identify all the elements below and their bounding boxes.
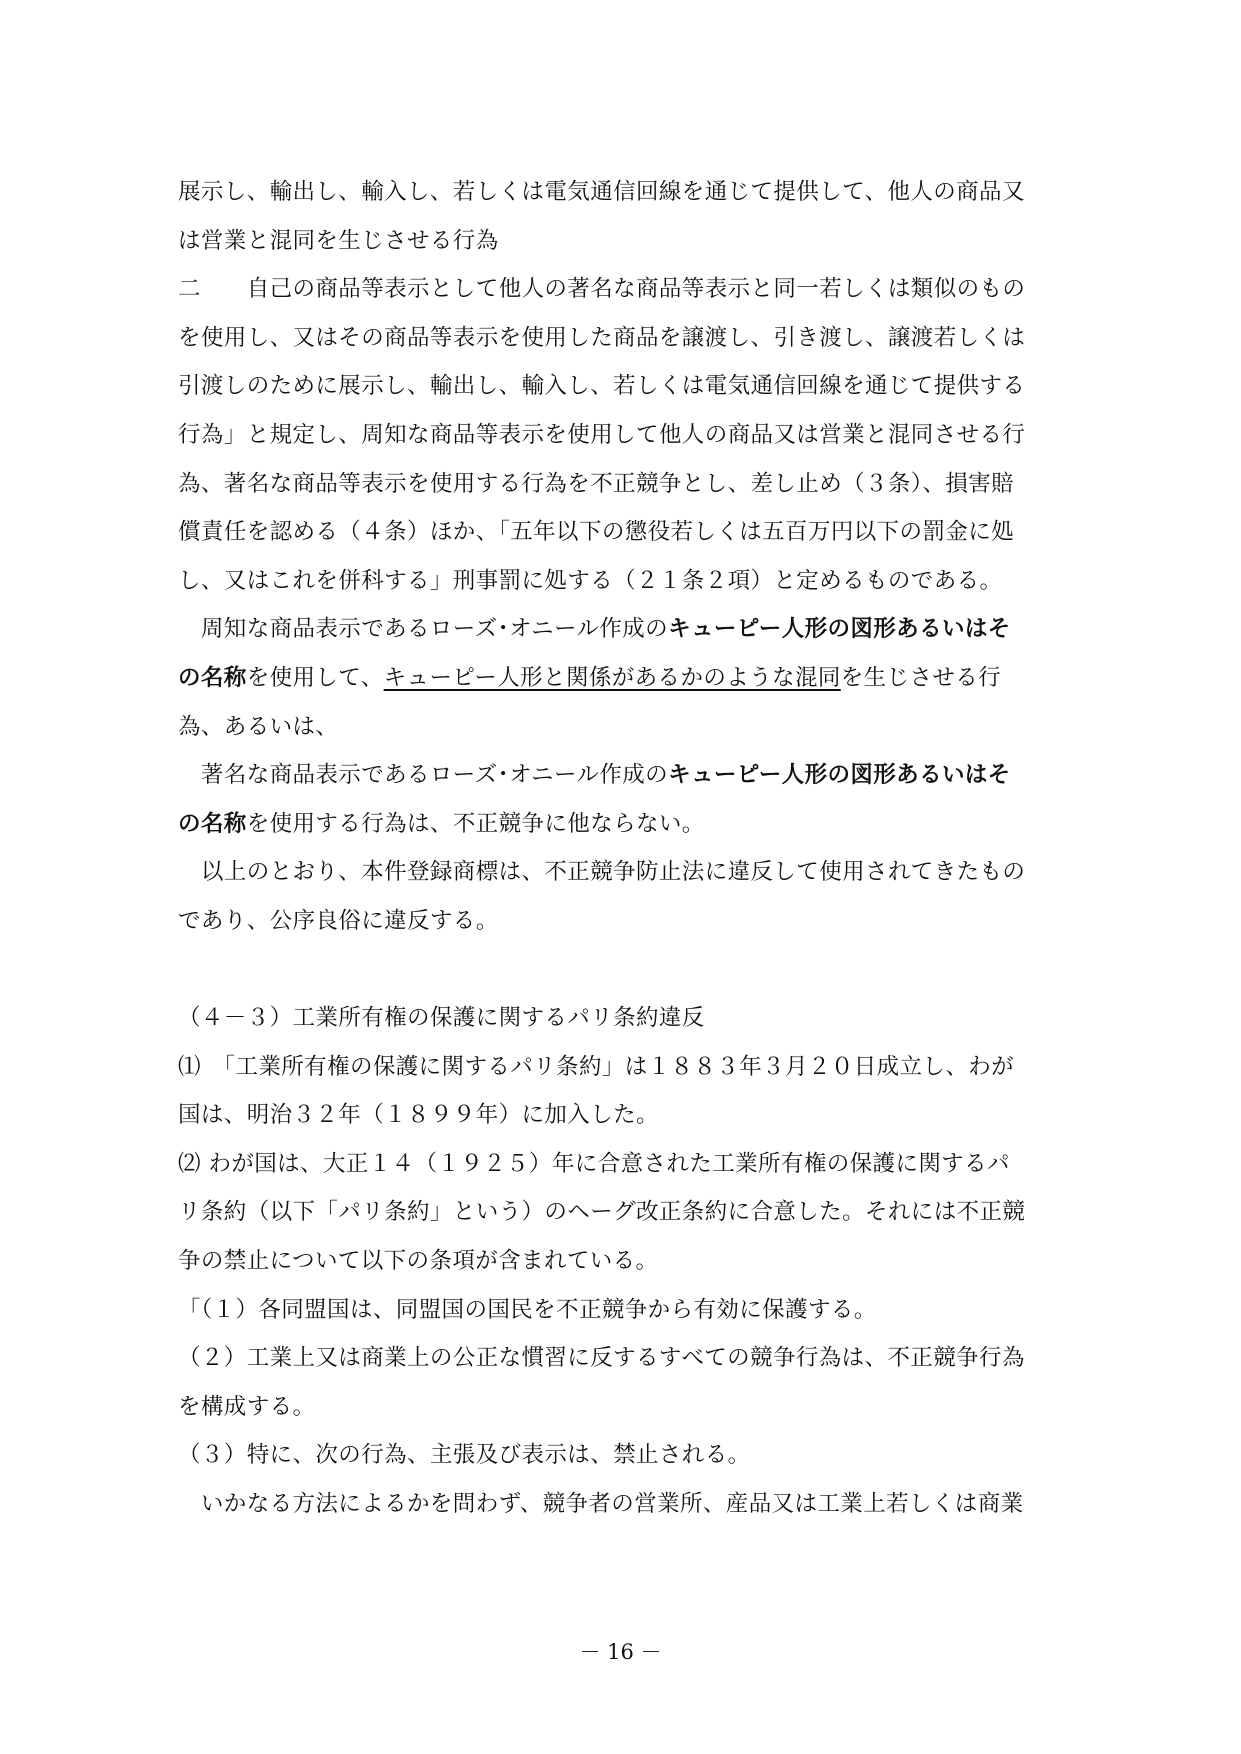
text-line bbox=[178, 605, 1108, 654]
text-line bbox=[178, 217, 1108, 266]
text-line bbox=[178, 703, 1108, 752]
text-segment: し、又はこれを併科する」刑事罰に処する（２１条２項）と定めるものである。 bbox=[178, 567, 1003, 594]
bold-text: の名称 bbox=[178, 810, 247, 837]
text-segment: を構成する。 bbox=[178, 1393, 316, 1420]
text-line bbox=[178, 265, 1108, 314]
text-segment: 著名な商品表示であるローズ･オニール作成の bbox=[178, 762, 669, 789]
text-segment: 為、著名な商品等表示を使用する行為を不正競争とし、差し止め（３条）、損害賠 bbox=[178, 470, 1015, 497]
text-segment: 展示し、輸出し、輸入し、若しくは電気通信回線を通じて提供して、他人の商品又 bbox=[178, 179, 1025, 205]
text-segment: 国は、明治３２年（１８９９年）に加入した。 bbox=[178, 1102, 659, 1129]
text-line bbox=[178, 168, 1108, 217]
text-line bbox=[178, 1140, 1108, 1189]
text-line bbox=[178, 1237, 1108, 1286]
text-line bbox=[178, 800, 1108, 849]
text-segment: を使用する行為は、不正競争に他ならない。 bbox=[246, 810, 705, 837]
text-line bbox=[178, 1334, 1108, 1383]
text-line bbox=[178, 848, 1108, 897]
bold-text: キューピー人形の図形あるいはそ bbox=[668, 762, 1011, 789]
text-segment: を生じさせる行 bbox=[840, 664, 1002, 691]
text-segment: いかなる方法によるかを問わず、競争者の営業所、産品又は工業上若しくは商業 bbox=[178, 1491, 1024, 1518]
text-segment: は営業と混同を生じさせる行為 bbox=[178, 227, 499, 254]
text-line bbox=[178, 1480, 1108, 1529]
text-segment: （２）工業上又は商業上の公正な慣習に反するすべての競争行為は、不正競争行為 bbox=[178, 1345, 1025, 1372]
text-segment: を使用して、 bbox=[246, 664, 384, 691]
text-line bbox=[178, 362, 1108, 411]
text-line bbox=[178, 1091, 1108, 1140]
text-segment: 行為」と規定し、周知な商品等表示を使用して他人の商品又は営業と混同させる行 bbox=[178, 421, 1026, 448]
text-line bbox=[178, 654, 1108, 703]
text-line bbox=[178, 1043, 1108, 1092]
text-segment: 引渡しのために展示し、輸出し、輸入し、若しくは電気通信回線を通じて提供する bbox=[178, 373, 1026, 400]
text-line bbox=[178, 460, 1108, 509]
text-segment: 二 自己の商品等表示として他人の著名な商品等表示と同一若しくは類似のもの bbox=[178, 276, 1026, 303]
text-segment: ⑵ わが国は、大正１４（１９２５）年に合意された工業所有権の保護に関するパ bbox=[178, 1150, 1010, 1177]
text-segment: 償責任を認める（４条）ほか、「五年以下の懲役若しくは五百万円以下の罰金に処 bbox=[178, 519, 1015, 546]
text-line bbox=[178, 751, 1108, 800]
document-body bbox=[178, 168, 1108, 1529]
text-segment: リ条約（以下「パリ条約」という）のヘーグ改正条約に合意した。それには不正競 bbox=[178, 1199, 1026, 1226]
text-segment: 周知な商品表示であるローズ･オニール作成の bbox=[178, 616, 669, 643]
text-line bbox=[178, 1431, 1108, 1480]
text-line bbox=[178, 1383, 1108, 1432]
blank-line bbox=[178, 946, 1108, 995]
page-number: － 16 － bbox=[579, 1640, 662, 1664]
text-segment: 為、あるいは、 bbox=[178, 713, 339, 740]
text-segment: （３）特に、次の行為、主張及び表示は、禁止される。 bbox=[178, 1442, 751, 1469]
text-line bbox=[178, 508, 1108, 557]
text-line bbox=[178, 994, 1108, 1043]
text-segment: 争の禁止について以下の条項が含まれている。 bbox=[178, 1248, 659, 1275]
text-segment: 以上のとおり、本件登録商標は、不正競争防止法に違反して使用されてきたもの bbox=[178, 859, 1026, 886]
text-line bbox=[178, 1286, 1108, 1335]
text-segment: （４－３）工業所有権の保護に関するパリ条約違反 bbox=[178, 1005, 705, 1032]
text-line bbox=[178, 314, 1108, 363]
text-line bbox=[178, 411, 1108, 460]
text-line bbox=[178, 557, 1108, 606]
text-segment: 「（１）各同盟国は、同盟国の国民を不正競争から有効に保護する。 bbox=[178, 1296, 877, 1323]
text-segment: ⑴ 「工業所有権の保護に関するパリ条約」は１８８３年３月２０日成立し、わが bbox=[178, 1053, 1015, 1080]
text-segment: であり、公序良俗に違反する。 bbox=[178, 907, 499, 934]
text-line bbox=[178, 897, 1108, 946]
bold-text: キューピー人形の図形あるいはそ bbox=[668, 616, 1011, 643]
text-line bbox=[178, 1188, 1108, 1237]
bold-text: の名称 bbox=[178, 664, 247, 691]
underlined-text: キューピー人形と関係があるかのような混同 bbox=[383, 664, 841, 691]
text-segment: を使用し、又はその商品等表示を使用した商品を譲渡し、引き渡し、譲渡若しくは bbox=[178, 324, 1026, 351]
